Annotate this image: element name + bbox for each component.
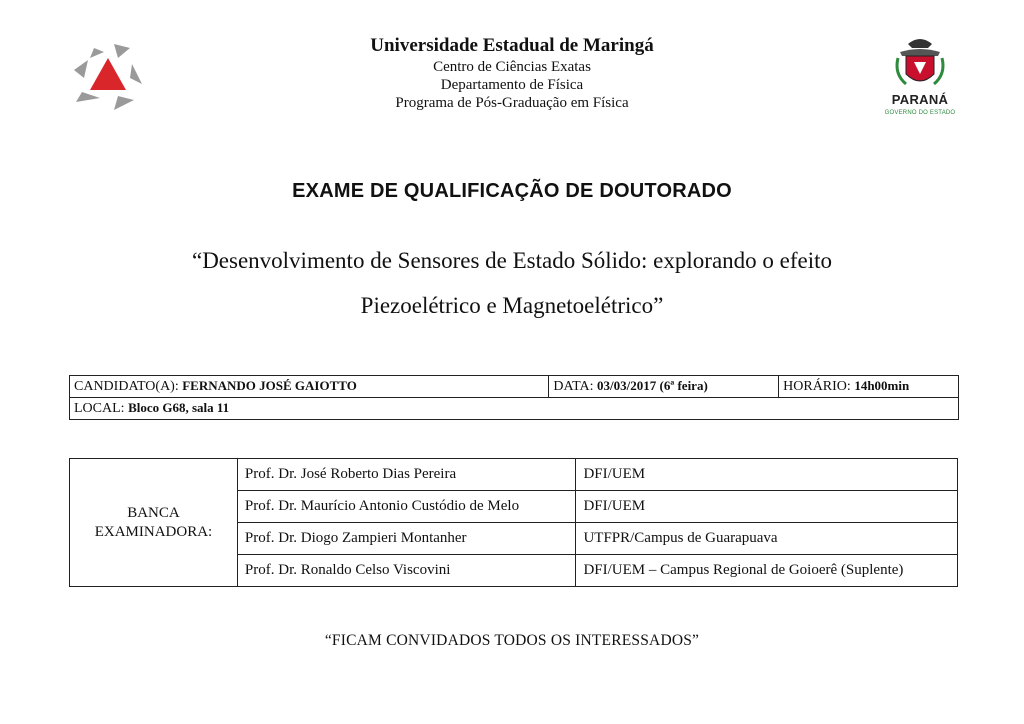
uem-logo-icon [70,38,146,114]
committee-label [70,459,238,587]
thesis-title [100,238,924,328]
member-name: Prof. Dr. José Roberto Dias Pereira [237,459,576,491]
table-row [70,398,959,420]
institution-header [262,34,762,112]
uem-logo [70,38,146,114]
candidate-cell [70,376,549,398]
member-institution: UTFPR/Campus de Guarapuava [576,523,958,555]
candidate-value: FERNANDO JOSÉ GAIOTTO [182,378,357,393]
member-institution: DFI/UEM [576,459,958,491]
member-institution: DFI/UEM [576,491,958,523]
date-cell [549,376,779,398]
thesis-title-line-1: “Desenvolvimento de Sensores de Estado Sólido: explorando o efeito [191,248,833,273]
parana-logo-name: PARANÁ [891,92,949,107]
table-row [70,376,959,398]
date-label: DATA: [553,379,594,394]
location-value: Bloco G68, sala 11 [128,400,230,415]
time-cell [779,376,959,398]
member-institution: DFI/UEM – Campus Regional de Goioerê (Suplente) [576,555,958,587]
candidate-label: CANDIDATO(A): [74,379,179,394]
department-name: Departamento de Física [440,77,584,93]
thesis-title-line-2: Piezoelétrico e Magnetoelétrico” [360,293,664,318]
member-name: Prof. Dr. Maurício Antonio Custódio de Melo [237,491,576,523]
location-label: LOCAL: [74,401,125,416]
program-name: Programa de Pós-Graduação em Física [395,95,629,111]
member-name: Prof. Dr. Ronaldo Celso Viscovini [237,555,576,587]
candidate-info-table [69,375,959,420]
parana-logo-subtitle: GOVERNO DO ESTADO [884,110,956,116]
committee-label-line-2: EXAMINADORA: [94,523,213,540]
time-value: 14h00min [854,378,910,393]
exam-title: EXAME DE QUALIFICAÇÃO DE DOUTORADO [292,180,732,202]
member-name: Prof. Dr. Diogo Zampieri Montanher [237,523,576,555]
committee-label-line-1: BANCA [127,504,180,521]
invitation-text: “FICAM CONVIDADOS TODOS OS INTERESSADOS” [324,632,700,649]
location-cell [70,398,959,420]
center-name: Centro de Ciências Exatas [433,59,591,75]
time-label: HORÁRIO: [783,379,851,394]
date-value: 03/03/2017 (6ª feira) [597,378,708,393]
committee-table [69,458,958,587]
table-row [70,459,958,491]
parana-logo [878,34,962,124]
university-name: Universidade Estadual de Maringá [370,35,654,56]
parana-coat-of-arms-icon [878,34,962,92]
